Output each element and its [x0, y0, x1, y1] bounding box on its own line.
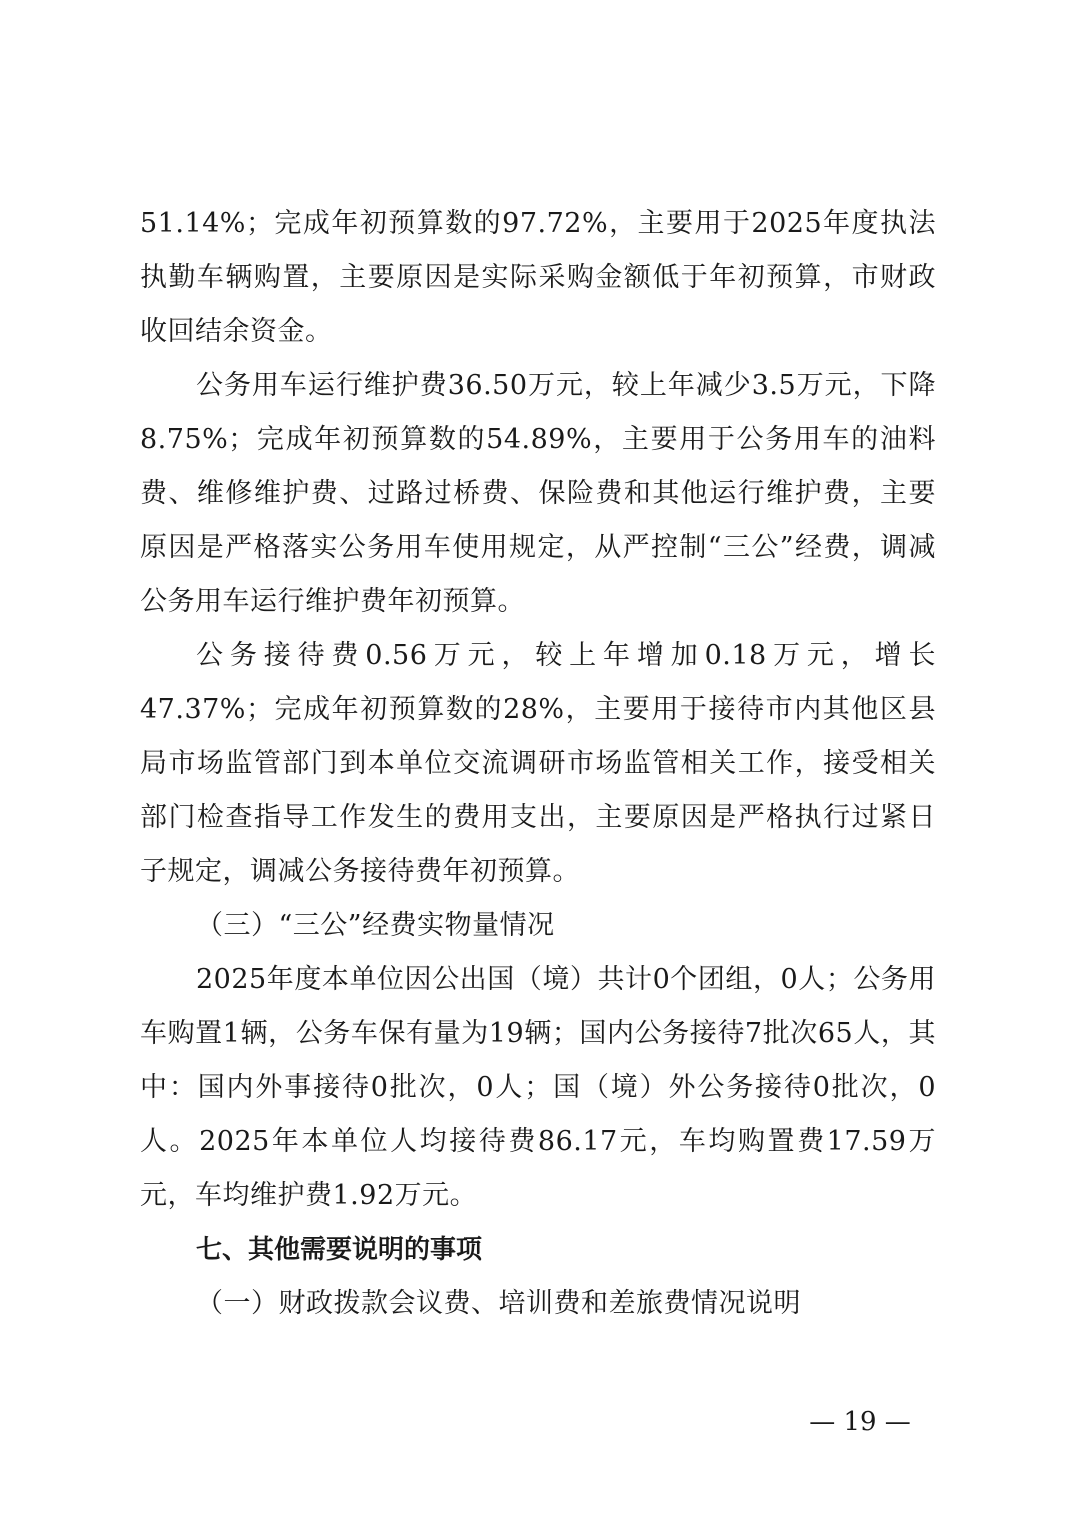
- subheading-meeting-training-travel: （一）财政拨款会议费、培训费和差旅费情况说明: [196, 1288, 801, 1319]
- document-body: [140, 197, 936, 1331]
- paragraph-vehicle-purchase-cont: 51.14%；完成年初预算数的97.72%，主要用于2025年度执法执勤车辆购置，主要原因是实际采购金额低于年初预算，市财政收回结余资金。: [140, 208, 936, 347]
- subheading-physical-quantities: （三）“三公”经费实物量情况: [196, 910, 555, 941]
- paragraph-vehicle-maintenance: 公务用车运行维护费36.50万元，较上年减少3.5万元，下降8.75%；完成年初预算数的54.89%，主要用于公务用车的油料费、维修维护费、过路过桥费、保险费和其他运行维护费，主要原因是严格落实公务用车使用规定，从严控制“三公”经费，调减公务用车运行维护费年初预算。: [140, 370, 936, 617]
- paragraph-physical-quantities: 2025年度本单位因公出国（境）共计0个团组，0人；公务用车购置1辆，公务车保有量为19辆；国内公务接待7批次65人，其中：国内外事接待0批次，0人；国（境）外公务接待0批次，0人。2025年本单位人均接待费86.17元，车均购置费17.59万元，车均维护费1.92万元。: [140, 964, 936, 1211]
- section-heading-other-matters: 七、其他需要说明的事项: [196, 1235, 483, 1265]
- paragraph-reception-expenses: 公务接待费0.56万元，较上年增加0.18万元，增长47.37%；完成年初预算数的28%，主要用于接待市内其他区县局市场监管部门到本单位交流调研市场监管相关工作，接受相关部门检查指导工作发生的费用支出，主要原因是严格执行过紧日子规定，调减公务接待费年初预算。: [140, 640, 936, 887]
- page-number: — 19 —: [809, 1407, 911, 1437]
